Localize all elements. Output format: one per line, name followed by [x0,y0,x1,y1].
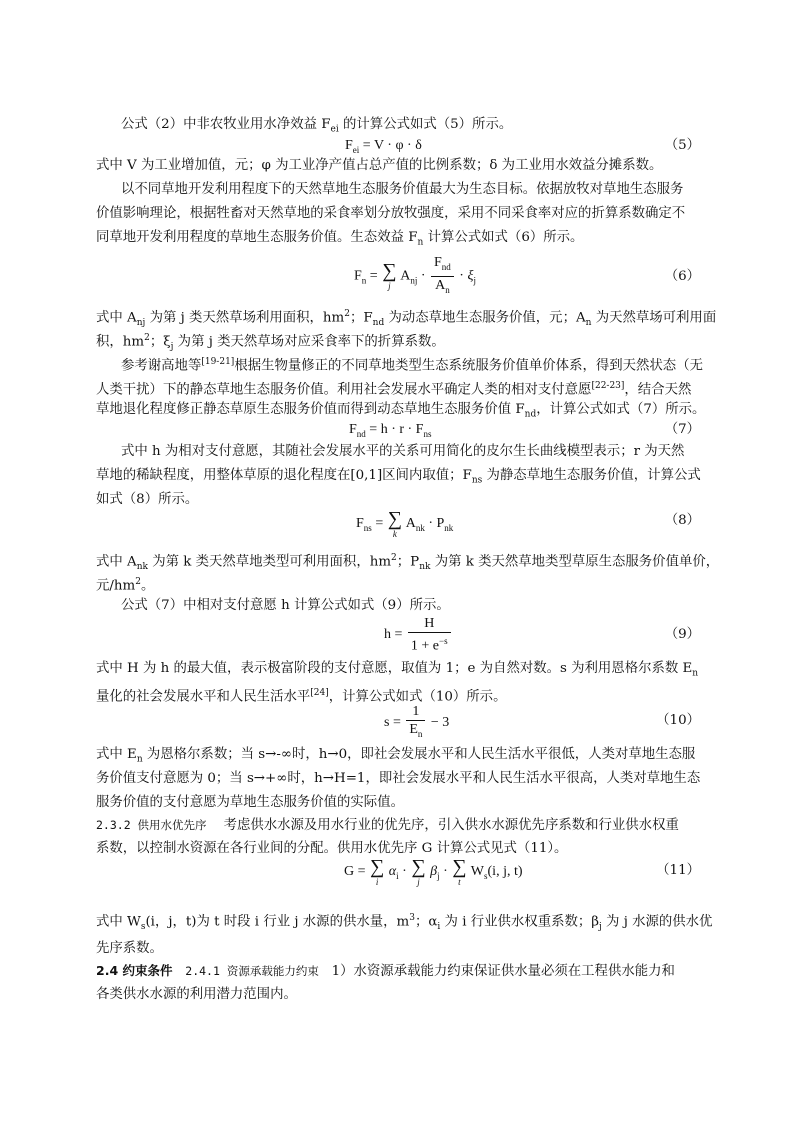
subscript: nj [136,318,146,329]
superscript: 2 [135,577,141,587]
superscript: 3 [409,913,415,923]
subscript: n [585,318,592,329]
text: ，结合天然 [624,382,692,398]
subscript: i [437,922,441,933]
section-heading-line [96,816,679,835]
text: 同草地开发利用程度的草地生态服务价值。生态效益 F [96,230,418,245]
text: 草地的稀缺程度，用整体草原的退化程度在[0,1]区间内取值；F [96,468,472,483]
paragraph-line: 服务价值的支付意愿为草地生态服务价值的实际值。 [96,795,404,810]
text: 元/hm [96,578,136,594]
subscript: n [692,668,699,679]
sum-symbol: ∑ t [452,856,467,887]
text: 为第 j 类天然草场对应采食率下的折算系数。 [173,334,445,350]
sum-symbol: ∑ j [382,260,397,292]
fraction: $\frac{H}{1 + e^{-s}}$ [408,615,451,655]
subscript: nd [372,318,385,329]
text: ；P [396,554,420,570]
paragraph-line: 务价值支付意愿为 0；当 s→+∞时，h→H=1，即社会发展水平和人民生活水平很高，人类对草地生态 [96,771,701,786]
fraction: $\frac{F_{nd}}{A_n}$ [431,254,454,299]
paragraph-line: 式中 V 为工业增加值，元；φ 为工业净产值占总产值的比例系数；δ 为工业用水效益分摊系数。 [96,158,663,173]
paragraph-line [96,909,712,936]
text: 1）水资源承载能力约束保证供水量必须在工程供水能力和 [331,964,675,979]
equation-number: （9） [664,627,700,642]
text: ；ξ [149,334,171,350]
text: 为 i 行业供水权重系数；β [440,914,599,930]
equation-5 [345,137,422,159]
paragraph-line [96,467,701,490]
text: 人类干扰）下的静态草地生态服务价值。利用社会发展水平确定人类的相对支付意愿 [96,382,592,398]
section-heading: 2.3.2 供用水优先序 [96,818,207,832]
text: (i，j，t)为 t 时段 i 行业 j 水源的供水量，m [145,914,410,930]
subscript: nk [419,562,431,573]
equation-10: s = $\frac{1}{E_n}$ − 3 [384,703,449,743]
text: 为 j 水源的供水优 [601,914,713,930]
section-heading-line [96,962,675,981]
citation: [24] [310,688,329,698]
text: ；F [349,310,373,326]
subscript: nd [524,409,537,420]
paragraph-line: 先序系数。 [96,941,163,956]
equation-number: （11） [656,863,700,878]
paragraph-line: 系数，以控制水资源在各行业间的分配。供用水优先序 G 计算公式见式（11）。 [96,841,568,856]
subscript: n [417,237,424,248]
equation-11: G = ∑ i $\alpha_i$ · ∑ j $\beta_j$ · ∑ t $W_s(i$, j, t) [344,856,523,887]
text: 式中 E [96,747,137,762]
text: 草地退化程度修正静态草原生态服务价值而得到动态草地生态服务价值 F [96,402,525,417]
sum-symbol: ∑ i [370,856,385,887]
paragraph-line [96,229,583,252]
paragraph-line: 以不同草地开发利用程度下的天然草地生态服务价值最大为生态目标。依据放牧对草地生态服务 [121,182,684,197]
sum-symbol: ∑ j [411,856,426,887]
paragraph-line [96,573,154,595]
paragraph-line [96,746,695,769]
eq-text: F [345,138,353,153]
paragraph-line [121,353,703,375]
text: 式中 A [96,310,137,326]
equation-number: （6） [664,269,700,284]
text: 量化的社会发展水平和人民生活水平 [96,689,311,705]
text: 积，hm [96,334,145,350]
equation-number: （10） [656,713,700,728]
citation: [22-23] [591,381,625,391]
text: 式中 A [96,554,137,570]
text: 考虑供水水源及用水行业的优先序，引入供水水源优先序系数和行业供水权重 [223,818,679,833]
subscript: ns [471,475,483,486]
subscript: j [170,342,174,353]
equation-8: $F_{ns}$ = ∑ k $A_{nk} \cdot P_{nk}$ [356,508,454,539]
subsection-heading: 2.4.1 资源承载能力约束 [185,964,319,978]
section-heading: 2.4 约束条件 [96,963,173,978]
text: 为天然草场可利用面 [591,310,717,326]
text: 为恩格尔系数；当 s→-∞时，h→0，即社会发展水平和人民生活水平很低，人类对草地生态服 [142,747,696,762]
subscript: ei [352,144,360,155]
fraction: $\frac{1}{E_n}$ [406,703,425,743]
text: 式中 W [96,914,141,930]
text: 为第 k 类天然草地类型可利用面积，hm [147,554,392,570]
text: 参考谢高地等 [121,358,202,374]
paragraph-line [96,549,719,576]
text: 计算公式如式（6）所示。 [423,230,584,245]
text: 为动态草地生态服务价值，元；A [384,310,586,326]
subscript: n [136,754,143,765]
paragraph-line [96,377,691,399]
subscript: s [140,922,146,933]
citation: [19-21] [201,357,235,367]
equation-9: h = $\frac{H}{1 + e^{-s}}$ [384,615,453,655]
text: 为静态草地生态服务价值，计算公式 [482,468,701,483]
subscript: ei [330,124,339,135]
equation-number: （5） [664,138,700,153]
paragraph-line [96,660,698,683]
text: 公式（2）中非农牧业用水净效益 F [121,117,331,132]
sum-symbol: ∑ k [387,508,402,539]
superscript: 2 [391,553,397,563]
superscript: 2 [144,333,150,343]
text: ，计算公式如式（7）所示。 [536,402,706,417]
eq-text: = V · φ · δ [359,138,422,153]
paragraph-line: 式中 h 为相对支付意愿，其随社会发展水平的关系可用简化的皮尔生长曲线模型表示；r 为天然 [121,444,685,459]
text: ，计算公式如式（10）所示。 [328,689,507,705]
text: 。 [140,578,155,594]
text: 式中 H 为 h 的最大值，表示极富阶段的支付意愿，取值为 1；e 为自然对数。s 为利用恩格尔系数 E [96,661,693,676]
equation-number: （7） [664,422,700,437]
subscript: nk [136,562,148,573]
superscript: 2 [344,309,350,319]
text: ；α [414,914,438,930]
paragraph-line: 如式（8）所示。 [96,492,199,507]
paragraph-line: 价值影响理论，根据牲畜对天然草地的采食率划分放牧强度，采用不同采食率对应的折算系数确定不 [96,206,686,221]
text: 根据生物量修正的不同草地类型生态系统服务价值单价体系，得到天然状态（无 [234,358,703,374]
text: 为第 j 类天然草场利用面积，hm [145,310,345,326]
equation-number: （8） [664,513,700,528]
text: 为第 k 类天然草地类型草原生态服务价值单价， [430,554,720,570]
text: 的计算公式如式（5）所示。 [338,117,513,132]
subscript: j [599,922,602,933]
paragraph-line: 各类供水水源的利用潜力范围内。 [96,987,297,1002]
paragraph-line: 公式（7）中相对支付意愿 h 计算公式如式（9）所示。 [121,598,450,613]
equation-7: $F_{nd} = h \cdot r \cdot F_{ns}$ [349,422,432,439]
equation-6: $F_n$ = ∑ j $A_{nj}$ · $\frac{F_{nd}}{A_n}$ · $\xi_j$ [354,254,476,299]
paragraph-line [121,116,512,139]
